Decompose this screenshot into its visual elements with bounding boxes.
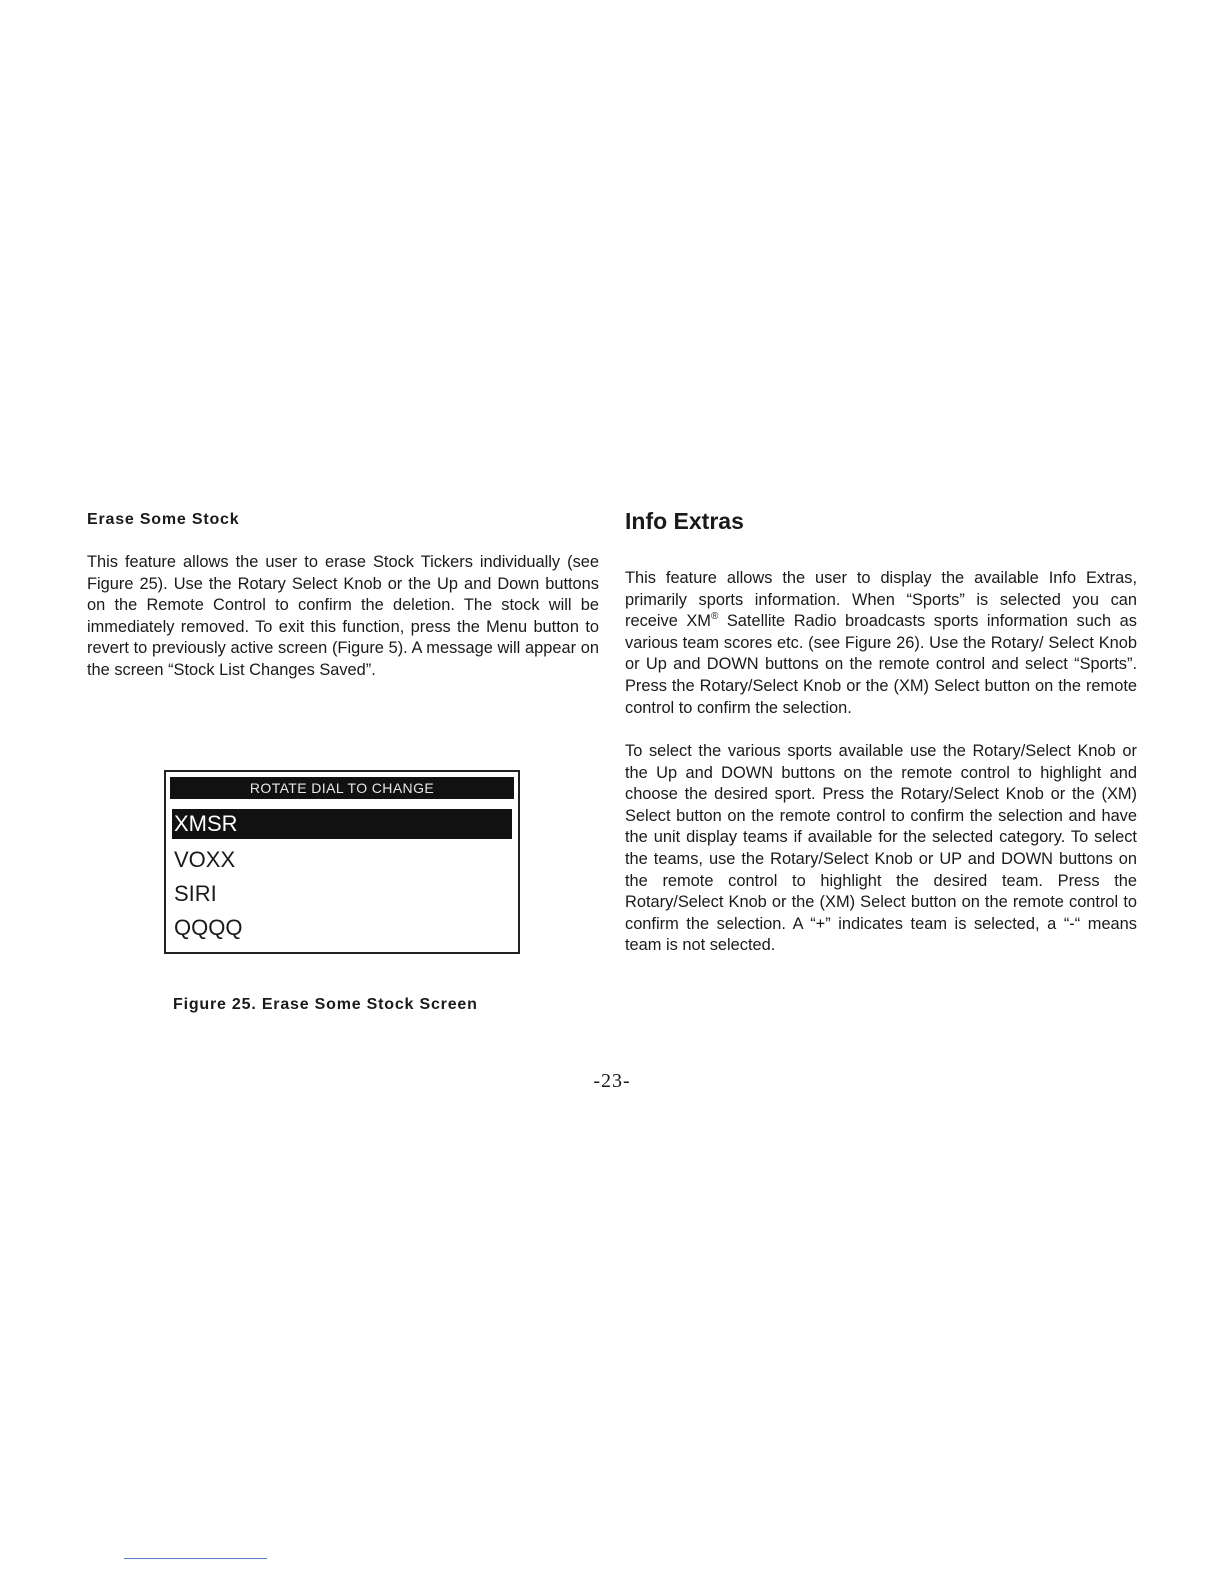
footer-rule [124, 1558, 267, 1559]
ticker-item-selected: XMSR [172, 809, 512, 839]
page-number: -23- [593, 1070, 631, 1092]
registered-mark: ® [710, 611, 719, 623]
section-title-info-extras: Info Extras [625, 508, 744, 534]
figure-caption: Figure 25. Erase Some Stock Screen [173, 996, 478, 1013]
info-extras-paragraph-1: This feature allows the user to display the available Info Extras, primarily sports information. When “Sports” is selected you can receive XM® Satellite Radio broadcasts sports information such as various team scores etc. (see Figure 26). Use the Rotary/ Select Knob or Up and DOWN buttons on the remote control and select “Sports”. Press the Rotary/Select Knob or the (XM) Select button on the remote control to confirm the selection. [625, 569, 1137, 717]
ticker-item: QQQQ [174, 915, 243, 940]
info-extras-paragraph-2: To select the various sports available use the Rotary/Select Knob or the Up and DOWN buttons on the remote control to highlight and choose the desired sport. Press the Rotary/Select Knob or the (XM) Select button on the remote control to confirm the selection and have the unit display teams if available for the selected category. To select the teams, use the Rotary/Select Knob or UP and DOWN buttons on the remote control to highlight the desired team. Press the Rotary/Select Knob or the (XM) Select button on the remote control to confirm the selection. A “+” indicates team is selected, a “-“ means team is not selected. [625, 742, 1137, 955]
ticker-item: SIRI [174, 881, 217, 906]
screen-header: ROTATE DIAL TO CHANGE [170, 777, 514, 799]
erase-stock-screen-figure [164, 770, 520, 954]
erase-stock-paragraph: This feature allows the user to erase Stock Tickers individually (see Figure 25). Use the Rotary Select Knob or the Up and Down buttons on the Remote Control to confirm the deletion. The stock will be immediately removed. To exit this function, press the Menu button to revert to previously active screen (Figure 5). A message will appear on the screen “Stock List Changes Saved”. [87, 553, 599, 679]
ticker-item: VOXX [174, 847, 236, 872]
section-heading-erase-some-stock: Erase Some Stock [87, 511, 240, 528]
